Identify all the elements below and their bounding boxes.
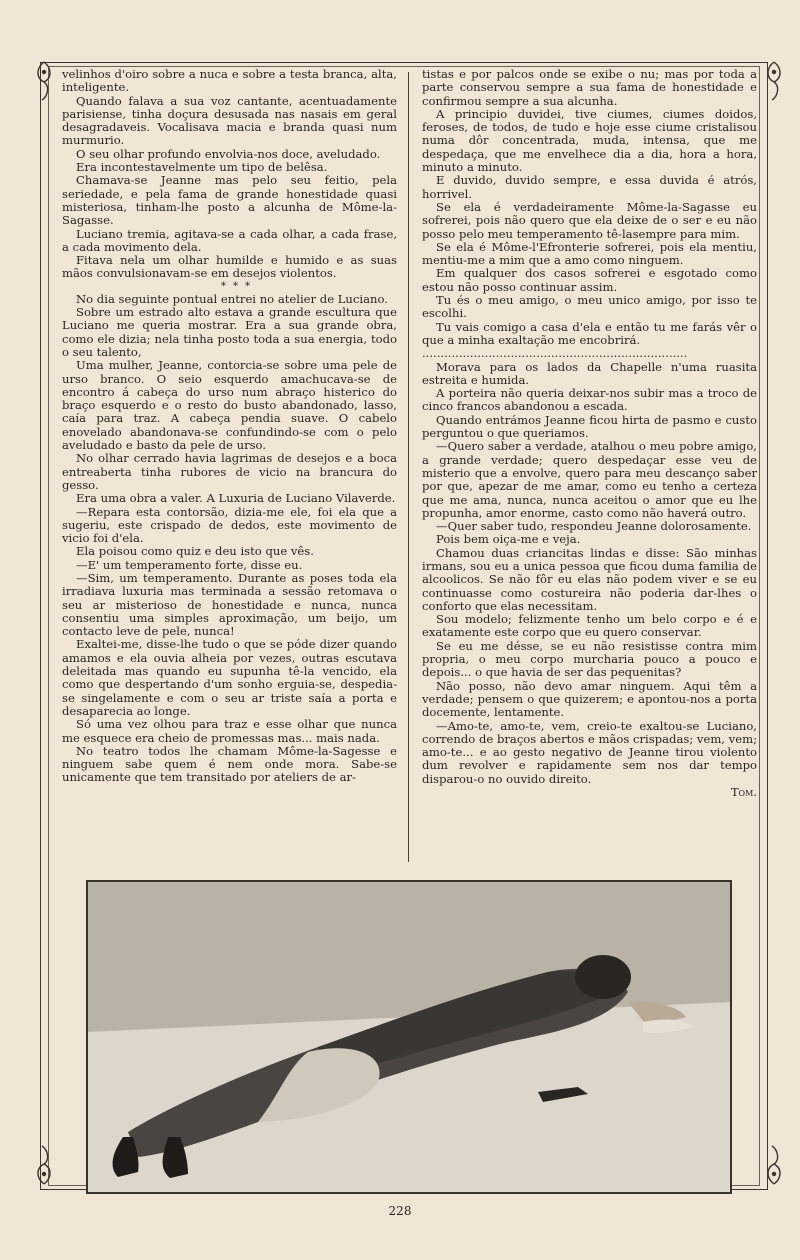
paragraph: Se ela é verdadeiramente Môme-la-Sagasse eu sofrerei, pois não quero que ela deixe de o ser e eu não posso pelo meu temperamento tê-lasempre para mim. [422, 199, 757, 241]
paragraph: Em qualquer dos casos sofrerei e esgotado como estou não posso continuar assim. [422, 266, 757, 294]
paragraph: Quando entrámos Jeanne ficou hirta de pasmo e custo perguntou o que queriamos. [422, 412, 757, 441]
illustration-fallen-man [86, 880, 732, 1194]
paragraph: Luciano tremia, agitava-se a cada olhar, a cada frase, a cada movimento dela. [62, 226, 397, 254]
paragraph: —Amo-te, amo-te, vem, creio-te exaltou-se Luciano, correndo de braços abertos e mãos crispadas; vem, vem; amo-te... e ao gesto negativo de Jeanne tirou violento dum revolver e rapidamente sem nos dar tempo disparou-o no ouvido direito. [422, 718, 757, 786]
paragraph: Uma mulher, Jeanne, contorcia-se sobre uma pele de urso branco. O seio esquerdo amachucava-se de encontro á cabeça do urso num abraço histerico do braço esquerdo e o resto do busto abandonado, lasso, caía para traz. A cabeça pendia suave. O cabelo enovelado abandonava-se confundindo-se com o pelo aveludado e basto da pele de urso. [62, 358, 397, 453]
paragraph: Ela poisou como quiz e deu isto que vês. [76, 544, 314, 559]
paragraph: Morava para os lados da Chapelle n'uma ruasita estreita e humida. [422, 359, 757, 387]
ellipsis-line: ........................................................................ [422, 347, 688, 361]
paragraph: —Quer saber tudo, respondeu Jeanne dolorosamente. [436, 519, 752, 534]
paragraph: A principio duvidei, tive ciumes, ciumes doidos, feroses, de todos, de tudo e hoje esse ciume cristalisou numa dôr concentrada, muda, intensa, que me despedaça, que me envelhece dia a dia, hora a hora, minuto a minuto. [422, 106, 757, 175]
paragraph: Se ela é Môme-l'Efronterie sofrerei, pois ela mentiu, mentiu-me a mim que a amo como ninguem. [422, 239, 757, 268]
paragraph: —Sim, um temperamento. Durante as poses toda ela irradiava luxuria mas terminada a sessão retomava o seu ar misterioso de honestidade e nunca, nunca consentiu uma simples aproximação, um beijo, um contacto leve de pele, nunca! [62, 570, 397, 639]
ornament-bottom-left-icon [34, 1140, 54, 1186]
paragraph: Fitava nela um olhar humilde e humido e as suas mãos convulsionavam-se em desejos violentos. [62, 253, 397, 281]
author-signature: Tom. [730, 785, 757, 800]
ornament-top-right-icon [764, 60, 784, 106]
paragraph: tistas e por palcos onde se exibe o nu; mas por toda a parte conservou sempre a sua fama de honestidade e confirmou sempre a sua alcunha. [422, 67, 757, 108]
right-column [422, 68, 757, 799]
paragraph: Sou modelo; felizmente tenho um belo corpo e é e exatamente este corpo que eu quero conservar. [422, 612, 757, 640]
paragraph: Chamava-se Jeanne mas pelo seu feitio, pela seriedade, e pela fama de grande honestidade quasi misteriosa, tinham-lhe posto a alcunha de Môme-la-Sagasse. [62, 173, 397, 228]
paragraph: Pois bem oiça-me e veja. [436, 532, 581, 547]
ornament-top-left-icon [34, 60, 54, 106]
paragraph: —Repara esta contorsão, dizia-me ele, foi ela que a sugeriu, este crispado de dedos, este movimento de vicio foi d'ela. [62, 504, 397, 546]
paragraph: Se eu me désse, se eu não resistisse contra mim propria, o meu corpo murcharia pouco a pouco e depois... o que havia de ser das pequenitas? [422, 638, 757, 680]
paragraph: Tu vais comigo a casa d'ela e então tu me farás vêr o que a minha exaltação me encobrirá. [422, 319, 757, 347]
text-columns [62, 68, 757, 868]
ornament-bottom-right-icon [764, 1140, 784, 1186]
paragraph: Só uma vez olhou para traz e esse olhar que nunca me esquece era cheio de promessas mas... mais nada. [62, 717, 397, 745]
column-divider [408, 72, 409, 862]
paragraph: A porteira não queria deixar-nos subir mas a troco de cinco francos abandonou a escada. [422, 386, 757, 414]
paragraph: E duvido, duvido sempre, e essa duvida é atrós, horrivel. [422, 173, 757, 201]
paragraph: O seu olhar profundo envolvia-nos doce, aveludado. [76, 146, 381, 161]
section-break-stars: * * * [220, 280, 253, 292]
paragraph: No dia seguinte pontual entrei no atelier de Luciano. [76, 291, 388, 306]
paragraph: Exaltei-me, disse-lhe tudo o que se póde dizer quando amamos e ela ouvia alheia por vezes, outras escutava deleitada mas quando eu supunha tê-la vencido, ela como que despertando d'um sonho erguia-se, despedia-se singelamente e com o seu ar triste saía a porta e desaparecia ao longe. [62, 637, 397, 718]
paragraph: No olhar cerrado havia lagrimas de desejos e a boca entreaberta tinha rubores de vicio na brancura do gesso. [62, 451, 397, 492]
paragraph: Não posso, não devo amar ninguem. Aqui têm a verdade; pensem o que quizerem; e apontou-nos a porta docemente, lentamente. [422, 678, 757, 720]
paragraph: —E' um temperamento forte, disse eu. [76, 557, 303, 572]
paragraph: No teatro todos lhe chamam Môme-la-Sagesse e ninguem sabe quem é nem onde mora. Sabe-se unicamente que tem transitado por ateliers de ar- [62, 743, 397, 785]
paragraph: Chamou duas criancitas lindas e disse: São minhas irmans, sou eu a unica pessoa que ficou duma familia de alcoolicos. Se não fôr eu elas não podem viver e se eu continuasse como costureira não poderia dar-lhes o conforto que elas necessitam. [422, 545, 757, 613]
paragraph: Quando falava a sua voz cantante, acentuadamente parisiense, tinha doçura desusada nas nasais em geral desagradaveis. Vocalisava macia e branda quasi num murmurio. [62, 93, 397, 148]
paragraph: velinhos d'oiro sobre a nuca e sobre a testa branca, alta, inteligente. [62, 67, 397, 95]
paragraph: Tu és o meu amigo, o meu unico amigo, por isso te escolhi. [422, 293, 757, 321]
page-number: 228 [388, 1204, 412, 1218]
paragraph: Era incontestavelmente um tipo de belêsa. [76, 160, 328, 175]
paragraph: Sobre um estrado alto estava a grande escultura que Luciano me queria mostrar. Era a sua grande obra, como ele dizia; nela tinha posto toda a sua energia, todo o seu talento, [62, 305, 397, 359]
left-column [62, 68, 397, 785]
paragraph: Era uma obra a valer. A Luxuria de Luciano Vilaverde. [76, 491, 396, 506]
paragraph: —Quero saber a verdade, atalhou o meu pobre amigo, a grande verdade; quero despedaçar esse veu de misterio que a envolve, quero para meu descanço saber por que, apezar de me amar, como eu tenho a certeza que me ama, nunca, nunca aceitou o amor que eu lhe propunha, amor enorme, casto como não haverá outro. [422, 439, 757, 520]
